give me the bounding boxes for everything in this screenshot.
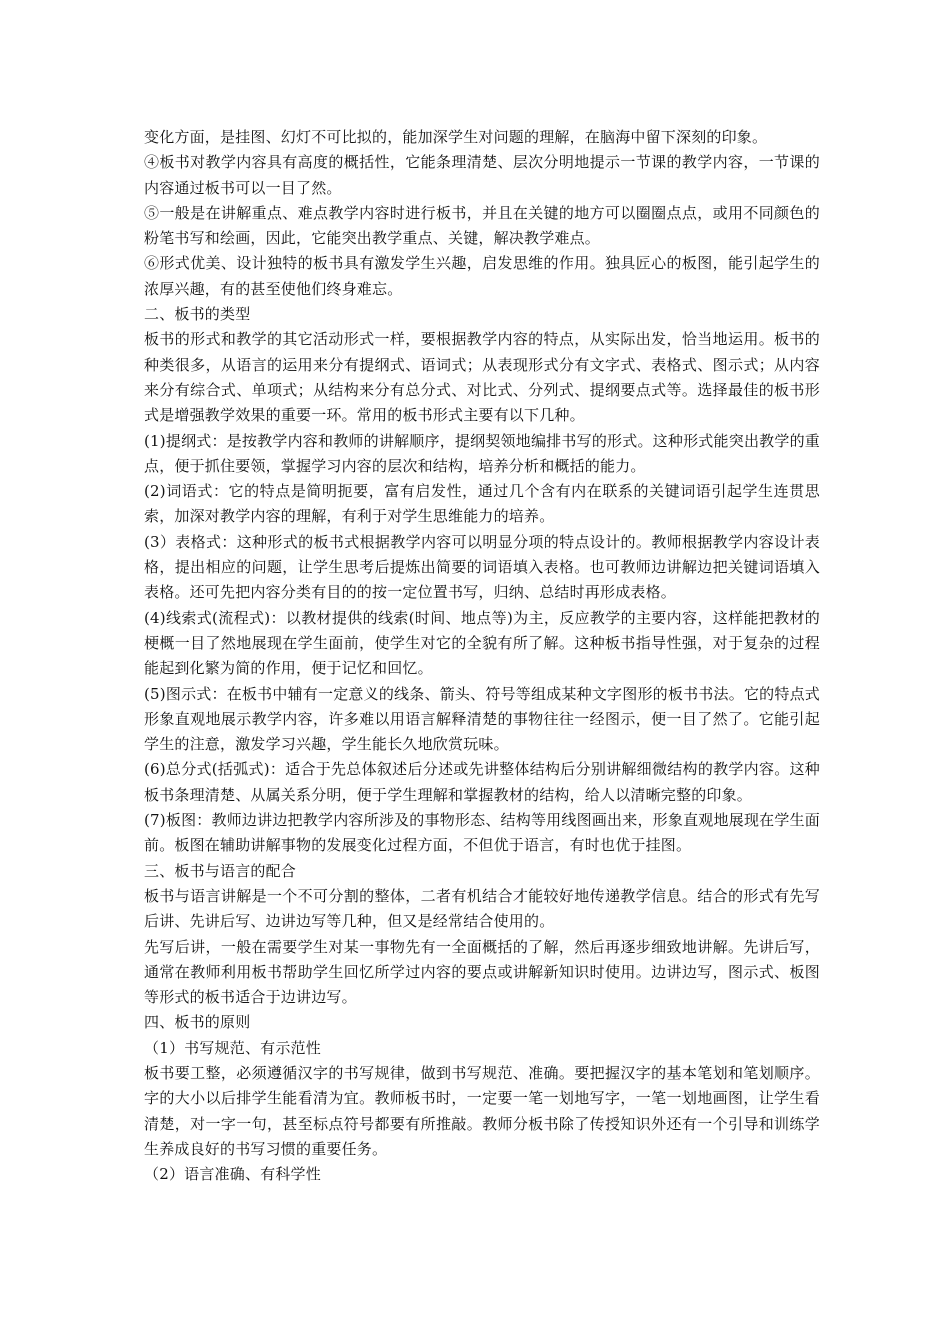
paragraph: ④板书对教学内容具有高度的概括性，它能条理清楚、层次分明地提示一节课的教学内容，一节课的内容通过板书可以一目了然。 — [144, 153, 820, 197]
paragraph: 板书的形式和教学的其它活动形式一样，要根据教学内容的特点，从实际出发，恰当地运用。板书的种类很多，从语言的运用来分有提纲式、语词式；从表现形式分有文字式、表格式、图示式；从内容来分有综合式、单项式；从结构来分有总分式、对比式、分列式、提纲要点式等。选择最佳的板书形式是增强教学效果的重要一环。常用的板书形式主要有以下几种。 — [144, 330, 820, 425]
paragraph: (6)总分式(括弧式)：适合于先总体叙述后分述或先讲整体结构后分别讲解细微结构的教学内容。这种板书条理清楚、从属关系分明，便于学生理解和掌握教材的结构，给人以清晰完整的印象。 — [144, 760, 820, 804]
paragraph: (3）表格式：这种形式的板书式根据教学内容可以明显分项的特点设计的。教师根据教学内容设计表格，提出相应的问题，让学生思考后提炼出简要的词语填入表格。也可教师边讲解边把关键词语填入表格。还可先把内容分类有目的的按一定位置书写，归纳、总结时再形成表格。 — [144, 532, 820, 602]
section-heading: 四、板书的原则 — [144, 1013, 251, 1032]
document-body — [144, 125, 820, 1187]
paragraph: (4)线索式(流程式)：以教材提供的线索(时间、地点等)为主，反应教学的主要内容，这样能把教材的梗概一目了然地展现在学生面前，使学生对它的全貌有所了解。这种板书指导性强，对于复杂的过程能起到化繁为简的作用，便于记忆和回忆。 — [144, 608, 820, 678]
subsection-heading: （1）书写规范、有示范性 — [144, 1038, 321, 1057]
paragraph: 板书要工整，必须遵循汉字的书写规律，做到书写规范、准确。要把握汉字的基本笔划和笔划顺序。字的大小以后排学生能看清为宜。教师板书时，一定要一笔一划地写字，一笔一划地画图，让学生看清楚，对一字一句，甚至标点符号都要有所推敲。教师分板书除了传授知识外还有一个引导和训练学生养成良好的书写习惯的重要任务。 — [144, 1063, 820, 1158]
paragraph: (1)提纲式：是按教学内容和教师的讲解顺序，提纲契领地编排书写的形式。这种形式能突出教学的重点，便于抓住要领，掌握学习内容的层次和结构，培养分析和概括的能力。 — [144, 431, 820, 475]
section-heading: 三、板书与语言的配合 — [144, 861, 297, 880]
paragraph: 先写后讲，一般在需要学生对某一事物先有一全面概括的了解，然后再逐步细致地讲解。先讲后写，通常在教师利用板书帮助学生回忆所学过内容的要点或讲解新知识时使用。边讲边写，图示式、板图等形式的板书适合于边讲边写。 — [144, 937, 820, 1007]
paragraph: (5)图示式：在板书中辅有一定意义的线条、箭头、符号等组成某种文字图形的板书书法。它的特点式形象直观地展示教学内容，许多难以用语言解释清楚的事物往往一经图示，便一目了然了。它能引起学生的注意，激发学习兴趣，学生能长久地欣赏玩味。 — [144, 684, 820, 754]
subsection-heading: （2）语言准确、有科学性 — [144, 1165, 321, 1184]
paragraph: 板书与语言讲解是一个不可分割的整体，二者有机结合才能较好地传递教学信息。结合的形式有先写后讲、先讲后写、边讲边写等几种，但又是经常结合使用的。 — [144, 886, 820, 931]
section-heading: 二、板书的类型 — [144, 305, 251, 324]
paragraph: ⑤一般是在讲解重点、难点教学内容时进行板书，并且在关键的地方可以圈圈点点，或用不同颜色的粉笔书写和绘画，因此，它能突出教学重点、关键，解决教学难点。 — [144, 203, 820, 248]
paragraph: (2)词语式：它的特点是简明扼要，富有启发性，通过几个含有内在联系的关键词语引起学生连贯思索，加深对教学内容的理解，有利于对学生思维能力的培养。 — [144, 482, 820, 526]
paragraph: ⑥形式优美、设计独特的板书具有激发学生兴趣，启发思维的作用。独具匠心的板图，能引起学生的浓厚兴趣，有的甚至使他们终身难忘。 — [144, 254, 820, 298]
paragraph: (7)板图：教师边讲边把教学内容所涉及的事物形态、结构等用线图画出来，形象直观地展现在学生面前。板图在辅助讲解事物的发展变化过程方面，不但优于语言，有时也优于挂图。 — [144, 811, 820, 855]
paragraph: 变化方面，是挂图、幻灯不可比拟的，能加深学生对问题的理解，在脑海中留下深刻的印象。 — [144, 128, 768, 146]
